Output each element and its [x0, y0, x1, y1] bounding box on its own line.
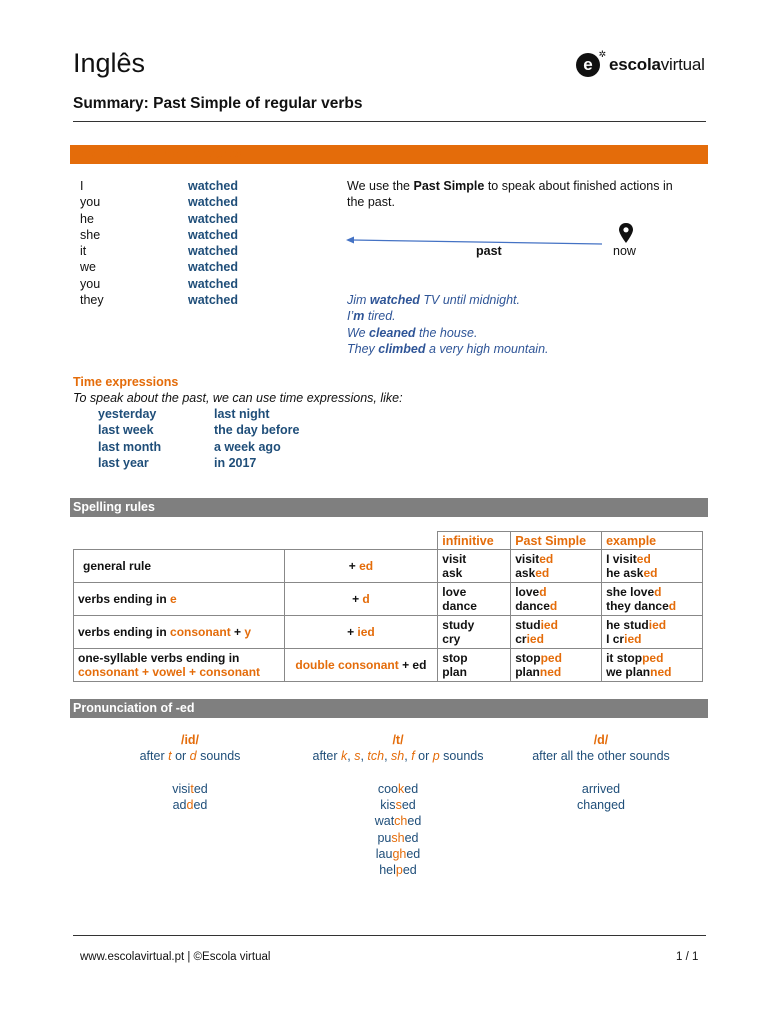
example-word: helped: [379, 863, 417, 878]
time-expressions-heading: Time expressions: [73, 375, 179, 389]
time-expressions-intro: To speak about the past, we can use time expressions, like:: [73, 391, 403, 405]
rule-cell: general rule: [74, 550, 285, 583]
example-word: arrived: [581, 781, 621, 796]
verb-form: watched: [188, 244, 239, 259]
header-example: example: [602, 532, 703, 550]
table-row: [74, 550, 703, 583]
header-infinitive: infinitive: [438, 532, 511, 550]
example-word: visited: [172, 781, 208, 796]
past-simple-cell: visited asked: [511, 550, 602, 583]
past-simple-description: We use the Past Simple to speak about finished actions in the past.: [347, 179, 673, 210]
example-word: cooked: [377, 781, 419, 796]
header-past-simple: Past Simple: [511, 532, 602, 550]
verb-form: watched: [188, 293, 239, 308]
phoneme-rule: after all the other sounds: [532, 749, 670, 764]
example-cell: she loved they danced: [602, 583, 703, 616]
time-expression: last night: [214, 407, 270, 421]
pronoun: we: [80, 260, 96, 275]
addition-cell: double consonant + ed: [284, 649, 438, 682]
timeline-now-label: now: [613, 244, 636, 258]
footer-divider: [73, 935, 706, 936]
example-sentence: I’m tired.: [347, 309, 396, 324]
infinitive-cell: stop plan: [438, 649, 511, 682]
time-expression: the day before: [214, 423, 300, 438]
verb-form: watched: [188, 195, 239, 210]
verb-form: watched: [188, 276, 239, 291]
example-word: laughed: [375, 847, 421, 862]
past-simple-cell: studied cried: [511, 616, 602, 649]
rule-cell: one-syllable verbs ending in consonant + vowel + consonant: [74, 649, 285, 682]
divider: [73, 121, 706, 122]
summary-title: Summary: Past Simple of regular verbs: [73, 95, 363, 112]
page-title: Inglês: [73, 48, 146, 78]
infinitive-cell: love dance: [438, 583, 511, 616]
verb-form: watched: [188, 227, 239, 242]
phoneme-symbol: /t/: [392, 733, 404, 747]
example-word: changed: [577, 798, 625, 813]
verb-list: [188, 178, 238, 308]
rule-cell: verbs ending in consonant + y: [74, 616, 285, 649]
timeline-past-label: past: [476, 244, 502, 258]
pronoun: they: [80, 293, 104, 308]
example-sentences: [347, 292, 549, 357]
example-sentence: We cleaned the house.: [347, 325, 478, 340]
example-word: pushed: [377, 830, 419, 845]
pronoun: you: [80, 276, 101, 291]
time-expression: in 2017: [214, 455, 257, 470]
example-cell: it stopped we planned: [602, 649, 703, 682]
addition-cell: + d: [284, 583, 438, 616]
verb-form: watched: [188, 260, 239, 275]
example-cell: I visited he asked: [602, 550, 703, 583]
footer-copyright: www.escolavirtual.pt | ©Escola virtual: [80, 951, 271, 963]
section-bar-spelling-rules: Spelling rules: [70, 498, 708, 517]
time-expression: last week: [98, 423, 154, 438]
pronoun: she: [80, 227, 101, 242]
phoneme-symbol: /id/: [180, 733, 200, 747]
table-header-row: [74, 532, 703, 550]
infinitive-cell: study cry: [438, 616, 511, 649]
time-expression: a week ago: [214, 439, 281, 454]
phoneme-rule: after t or d sounds: [139, 749, 241, 764]
time-expressions-col2: [214, 406, 299, 471]
pronunciation-group-id: [110, 732, 270, 813]
infinitive-cell: visit ask: [438, 550, 511, 583]
time-expression: yesterday: [98, 407, 157, 421]
section-bar-pronunciation: Pronunciation of -ed: [70, 699, 708, 718]
verb-form: watched: [188, 211, 239, 226]
pronoun: I: [80, 179, 84, 193]
pronoun: it: [80, 244, 87, 259]
pronoun: he: [80, 211, 94, 226]
phoneme-rule: after k, s, tch, sh, f or p sounds: [312, 749, 484, 764]
pronoun: you: [80, 195, 101, 210]
addition-cell: + ied: [284, 616, 438, 649]
pronoun-list: [80, 178, 104, 308]
page-number: 1 / 1: [676, 951, 699, 963]
verb-form: watched: [188, 179, 239, 193]
table-row: [74, 649, 703, 682]
time-expression: last year: [98, 455, 149, 470]
spelling-rules-table: [73, 531, 703, 682]
example-word: watched: [374, 814, 422, 829]
example-sentence: They climbed a very high mountain.: [347, 341, 549, 356]
pronunciation-group-d: [510, 732, 692, 813]
example-sentence: Jim watched TV until midnight.: [347, 293, 520, 307]
time-expression: last month: [98, 439, 162, 454]
past-simple-cell: stopped planned: [511, 649, 602, 682]
rule-cell: verbs ending in e: [74, 583, 285, 616]
phoneme-symbol: /d/: [593, 733, 609, 747]
table-row: [74, 616, 703, 649]
pronunciation-group-t: [288, 732, 508, 879]
escola-virtual-logo: [576, 51, 705, 79]
example-word: kissed: [380, 798, 416, 813]
addition-cell: + ed: [284, 550, 438, 583]
logo-mark-icon: e ✲: [576, 53, 600, 77]
past-simple-cell: loved danced: [511, 583, 602, 616]
example-word: added: [172, 798, 208, 813]
time-expressions-col1: [98, 406, 161, 471]
table-row: [74, 583, 703, 616]
example-cell: he studied I cried: [602, 616, 703, 649]
section-bar-past-simple: Past Simple of regular verbs: [70, 145, 708, 164]
logo-text: escolavirtual: [609, 55, 705, 74]
